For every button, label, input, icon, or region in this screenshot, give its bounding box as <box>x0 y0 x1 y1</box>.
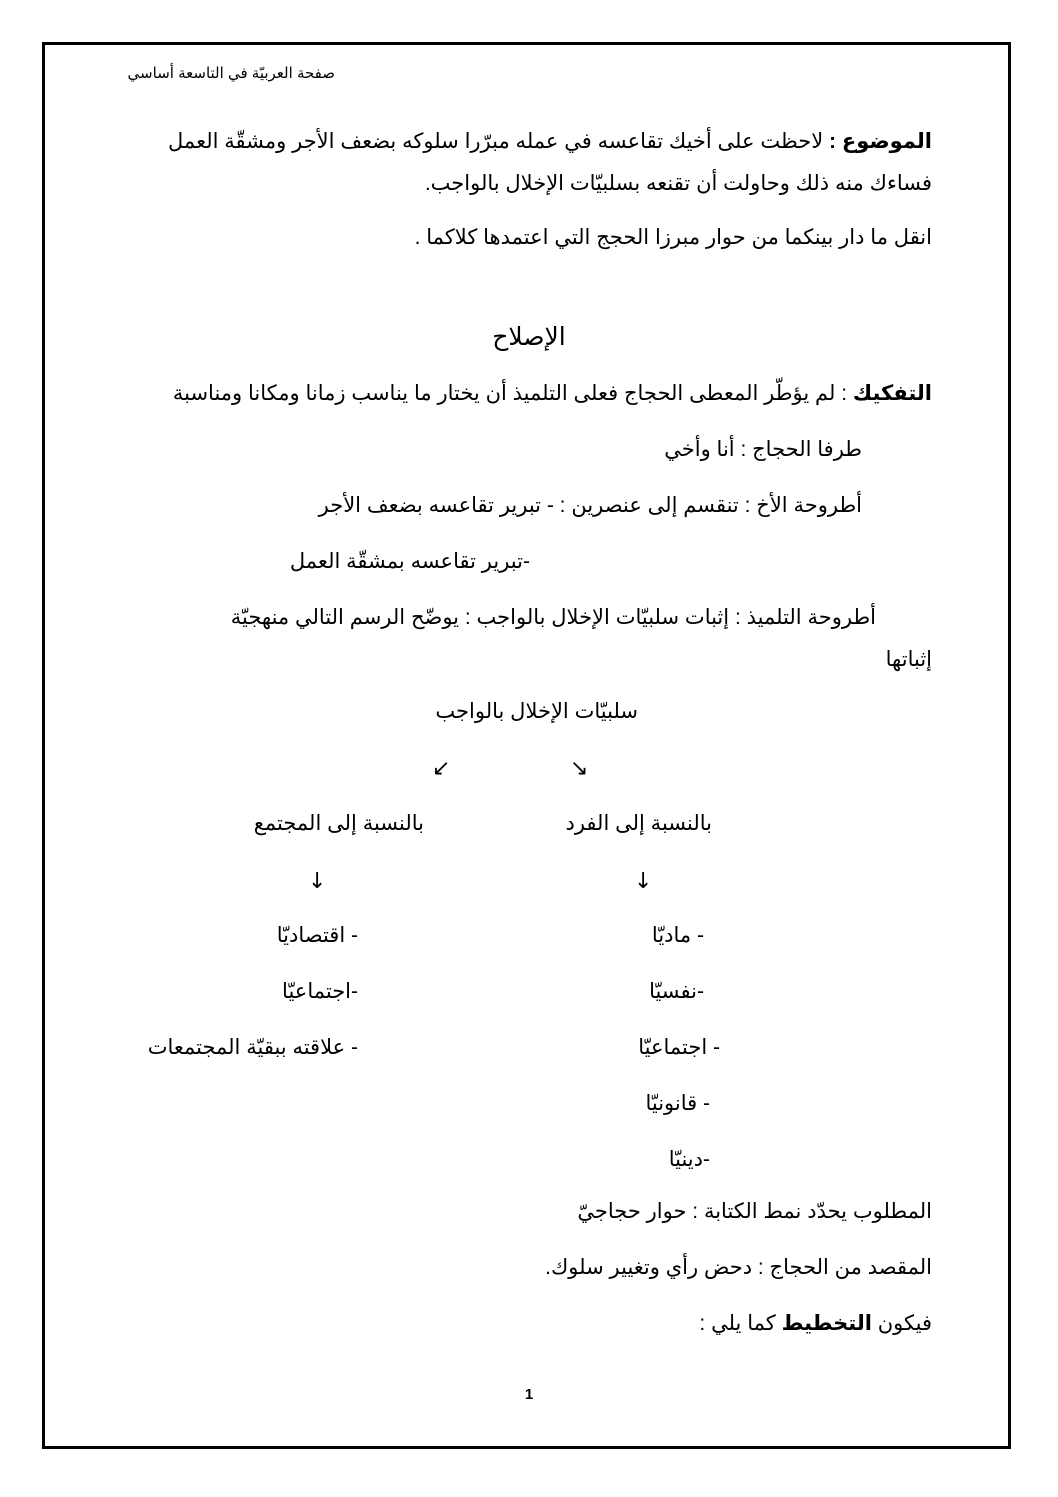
planning-label: التخطيط <box>781 1312 872 1335</box>
deconstruction-text: : لم يؤطّر المعطى الحجاج فعلى التلميذ أن يختار ما يناسب زمانا ومكانا ومناسبة <box>172 382 853 405</box>
individual-item: - ماديّا <box>651 924 704 947</box>
student-thesis-line-1: أطروحة التلميذ : إثبات سلبيّات الإخلال بالواجب : يوضّح الرسم التالي منهجيّة <box>230 606 876 629</box>
topic-text: لاحظت على أخيك تقاعسه في عمله مبرّرا سلوكه بضعف الأجر ومشقّة العمل <box>168 130 830 153</box>
brother-thesis: أطروحة الأخ : تنقسم إلى عنصرين : - تبرير تقاعسه بضعف الأجر <box>318 494 862 517</box>
society-item: - علاقته ببقيّة المجتمعات <box>147 1036 358 1059</box>
topic-line-1 <box>168 128 932 156</box>
society-item: -اجتماعيّا <box>282 980 358 1003</box>
individual-item: -دينيّا <box>668 1148 710 1171</box>
planning-suffix: كما يلي : <box>699 1312 782 1335</box>
argument-purpose: المقصد من الحجاج : دحض رأي وتغيير سلوك. <box>545 1256 932 1279</box>
planning-prefix: فيكون <box>871 1312 932 1335</box>
required-writing-type: المطلوب يحدّد نمط الكتابة : حوار حجاجيّ <box>577 1200 932 1223</box>
brother-thesis-second: -تبرير تقاعسه بمشقّة العمل <box>289 550 530 573</box>
arrow-down-icon: ↓ <box>308 869 327 894</box>
topic-line-2: فساءك منه ذلك وحاولت أن تقنعه بسلبيّات الإخلال بالواجب. <box>424 172 932 195</box>
arrow-down-left-icon: ↙ <box>432 756 451 781</box>
topic-label: الموضوع : <box>829 130 932 153</box>
instruction: انقل ما دار بينكما من حوار مبرزا الحجج التي اعتمدها كلاكما . <box>414 226 932 249</box>
page-number: 1 <box>524 1386 534 1403</box>
diagram-root: سلبيّات الإخلال بالواجب <box>435 700 638 723</box>
page-header: صفحة العربيّة في التاسعة أساسي <box>127 65 335 82</box>
deconstruction-label: التفكيك <box>852 382 932 405</box>
individual-item: -نفسيّا <box>649 980 704 1003</box>
section-title: الإصلاح <box>492 323 566 351</box>
argument-parties: طرفا الحجاج : أنا وأخي <box>664 438 862 461</box>
society-title: بالنسبة إلى المجتمع <box>253 812 424 835</box>
deconstruction <box>173 380 932 408</box>
planning-line <box>699 1310 932 1338</box>
arrow-down-icon: ↓ <box>634 869 653 894</box>
society-item: - اقتصاديّا <box>276 924 358 947</box>
individual-title: بالنسبة إلى الفرد <box>565 812 712 835</box>
student-thesis-line-2: إثباتها <box>885 648 932 671</box>
individual-item: - اجتماعيّا <box>638 1036 720 1059</box>
individual-item: - قانونيّا <box>645 1092 710 1115</box>
page-border <box>42 42 1011 1449</box>
arrow-down-right-icon: ↘ <box>570 756 589 781</box>
